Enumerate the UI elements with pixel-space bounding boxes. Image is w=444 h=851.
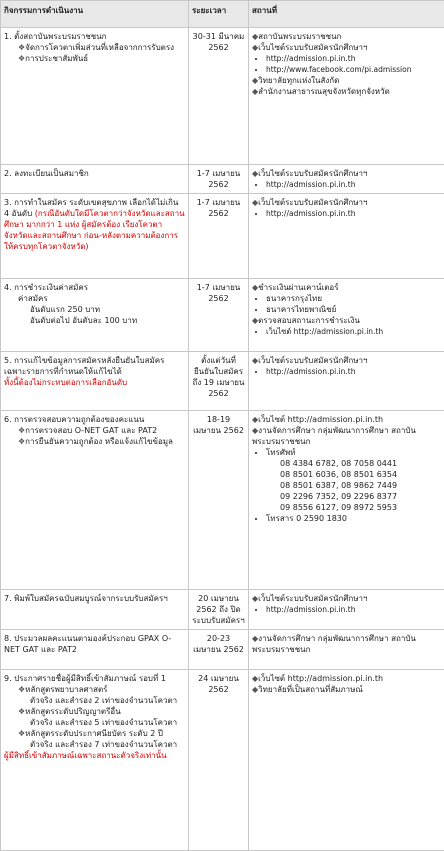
course-detail: ตัวจริง และสำรอง 7 เท่าของจำนวนโควตา — [4, 739, 185, 750]
table-row — [1, 590, 444, 630]
period-cell: 18-19 เมษายน 2562 — [189, 411, 249, 590]
link-admission[interactable]: เว็บไซต์ http://admission.pi.in.th — [258, 674, 383, 683]
activity-note: ผู้มีสิทธิ์เข้าสัมภาษณ์เฉพาะสถานะตัวจริงเท่านั้น — [4, 750, 185, 761]
period-cell: 30-31 มีนาคม 2562 — [189, 28, 249, 165]
period-cell: 1-7 เมษายน 2562 — [189, 165, 249, 194]
phone-number: 08 8501 6036, 08 8501 6354 — [266, 469, 441, 480]
place-cell — [249, 352, 444, 411]
header-period: ระยะเวลา — [189, 1, 249, 28]
place-text: วิทยาลัยทุกแห่งในสังกัด — [258, 76, 339, 85]
activity-title: 1. ตั้งสถาบันพระบรมราชชนก — [4, 31, 185, 42]
place-text: เว็บไซต์ระบบรับสมัครนักศึกษาฯ — [258, 594, 367, 603]
bullet-icon: ❖ — [18, 685, 25, 694]
table-row — [1, 279, 444, 352]
bullet-icon: ◆ — [252, 198, 258, 207]
bullet-icon: ❖ — [18, 707, 25, 716]
table-row — [1, 194, 444, 279]
bullet-icon: ◆ — [252, 32, 258, 41]
period-cell: 1-7 เมษายน 2562 — [189, 194, 249, 279]
place-text: ตรวจสอบสถานะการชำระเงิน — [258, 316, 360, 325]
table-row — [1, 28, 444, 165]
bullet-icon: ◆ — [252, 634, 258, 643]
course-name: หลักสูตรระดับประกาศนียบัตร ระดับ 2 ปี — [25, 729, 163, 738]
link-admission[interactable]: • http://admission.pi.in.th — [266, 208, 441, 219]
place-text: วิทยาลัยที่เป็นสถานที่สัมภาษณ์ — [258, 685, 363, 694]
fee-next: อันดับต่อไป อันดับละ 100 บาท — [4, 315, 185, 326]
fax-label: โทรสาร — [266, 514, 294, 523]
fee-label: ค่าสมัคร — [4, 293, 185, 304]
activity-title: 5. การแก้ไขข้อมูลการสมัครหลังยืนยันใบสมัคร เฉพาะรายการที่กำหนดให้แก้ไขได้ — [4, 355, 185, 377]
bullet-icon: ◆ — [252, 43, 258, 52]
header-place: สถานที่ — [249, 1, 444, 28]
place-text: งานจัดการศึกษา กลุ่มพัฒนาการศึกษา สถาบันพระบรมราชชนก — [252, 426, 416, 446]
bullet-icon: ◆ — [252, 674, 258, 683]
place-cell — [249, 165, 444, 194]
table-row — [1, 670, 444, 851]
bullet-icon: ◆ — [252, 76, 258, 85]
table-row — [1, 630, 444, 670]
course-detail: ตัวจริง และสำรอง 5 เท่าของจำนวนโควตา — [4, 717, 185, 728]
header-activity: กิจกรรมการดำเนินงาน — [1, 1, 189, 28]
bank-item: • ธนาคารกรุงไทย — [266, 293, 441, 304]
link-facebook[interactable]: • http://www.facebook.com/pi.admission — [266, 64, 441, 75]
bullet-icon: ❖ — [18, 43, 25, 52]
place-text: เว็บไซต์ระบบรับสมัครนักศึกษาฯ — [258, 169, 367, 178]
bullet-icon: ◆ — [252, 426, 258, 435]
phone-number: 09 8556 6127, 09 8972 5953 — [266, 502, 441, 513]
place-text: ชำระเงินผ่านเคาน์เตอร์ — [258, 283, 338, 292]
place-text: สถาบันพระบรมราชชนก — [258, 32, 341, 41]
bullet-icon: ◆ — [252, 356, 258, 365]
link-admission[interactable]: • http://admission.pi.in.th — [266, 53, 441, 64]
table-row — [1, 165, 444, 194]
place-text: เว็บไซต์ระบบรับสมัครนักศึกษาฯ — [258, 43, 367, 52]
bullet-icon: ❖ — [18, 729, 25, 738]
activity-title: 4. การชำระเงินค่าสมัคร — [4, 282, 185, 293]
place-cell — [249, 670, 444, 851]
course-detail: ตัวจริง และสำรอง 2 เท่าของจำนวนโควตา — [4, 695, 185, 706]
fax-item — [266, 513, 441, 524]
activity-cell — [1, 28, 189, 165]
activity-cell — [1, 670, 189, 851]
period-cell: 1-7 เมษายน 2562 — [189, 279, 249, 352]
place-cell — [249, 411, 444, 590]
activity-cell: 7. พิมพ์ใบสมัครฉบับสมบูรณ์จากระบบรับสมัครฯ — [1, 590, 189, 630]
bank-item: • ธนาคารไทยพาณิชย์ — [266, 304, 441, 315]
table-row — [1, 352, 444, 411]
phone-number: 08 8501 6387, 08 9862 7449 — [266, 480, 441, 491]
activity-cell — [1, 411, 189, 590]
bullet-icon: ◆ — [252, 685, 258, 694]
phone-number: 09 2296 7352, 09 2296 8377 — [266, 491, 441, 502]
place-text: เว็บไซต์ระบบรับสมัครนักศึกษาฯ — [258, 198, 367, 207]
table-row — [1, 411, 444, 590]
place-text: สำนักงานสาธารณสุขจังหวัดทุกจังหวัด — [258, 87, 390, 96]
activity-cell: 2. ลงทะเบียนเป็นสมาชิก — [1, 165, 189, 194]
activity-note: ทั้งนี้ต้องไม่กระทบต่อการเลือกอันดับ — [4, 377, 185, 388]
activity-title: 3. การทำในสมัคร ระดับเขตสุขภาพ เลือกได้ไม่เกิน 4 อันดับ — [4, 198, 178, 218]
place-text: งานจัดการศึกษา กลุ่มพัฒนาการศึกษา สถาบันพระบรมราชชนก — [252, 634, 416, 654]
place-cell — [249, 590, 444, 630]
period-cell: 20 เมษายน 2562 ถึง ปิดระบบรับสมัครฯ — [189, 590, 249, 630]
period-cell: ตั้งแต่วันที่ยืนยันใบสมัคร ถึง 19 เมษายน 2562 — [189, 352, 249, 411]
course-name: หลักสูตรระดับปริญญาตรีอื่น — [25, 707, 121, 716]
place-cell — [249, 630, 444, 670]
link-admission[interactable]: • http://admission.pi.in.th — [266, 179, 441, 190]
activity-note: (กรณีอันดับใดมีโควตากว่าจังหวัดและสถานศึกษา มากกว่า 1 แห่ง ผู้สมัครต้อง เรียงโควตาจังหวัดและสถานศึกษา ก่อน-หลังตามความต้องการให้ครบทุกโควตาจังหวัด) — [4, 209, 185, 251]
course-name: หลักสูตรพยาบาลศาสตร์ — [25, 685, 107, 694]
place-text: เว็บไซต์ระบบรับสมัครนักศึกษาฯ — [258, 356, 367, 365]
place-cell — [249, 194, 444, 279]
link-admission[interactable]: • เว็บไซต์ http://admission.pi.in.th — [266, 326, 441, 337]
activity-cell: 8. ประมวลผลคะแนนตามองค์ประกอบ GPAX O-NET GAT และ PAT2 — [1, 630, 189, 670]
activity-sub: การประชาสัมพันธ์ — [25, 54, 88, 63]
activity-sub: การยืนยันความถูกต้อง หรือแจ้งแก้ไขข้อมูล — [25, 437, 173, 446]
bullet-icon: ❖ — [18, 437, 25, 446]
link-admission[interactable]: เว็บไซต์ http://admission.pi.in.th — [258, 415, 383, 424]
link-admission[interactable]: • http://admission.pi.in.th — [266, 366, 441, 377]
bullet-icon: ❖ — [18, 426, 25, 435]
period-cell: 24 เมษายน 2562 — [189, 670, 249, 851]
fax-number: 0 2590 1830 — [296, 514, 347, 523]
phone-number: 08 4384 6782, 08 7058 0441 — [266, 458, 441, 469]
bullet-icon: ◆ — [252, 415, 258, 424]
link-admission[interactable]: • http://admission.pi.in.th — [266, 604, 441, 615]
activity-cell — [1, 352, 189, 411]
activity-cell — [1, 279, 189, 352]
bullet-icon: ❖ — [18, 54, 25, 63]
activity-title: 6. การตรวจสอบความถูกต้องของคะแนน — [4, 414, 185, 425]
fee-first: อันดับแรก 250 บาท — [4, 304, 185, 315]
activity-title: 9. ประกาศรายชื่อผู้มีสิทธิ์เข้าสัมภาษณ์ รอบที่ 1 — [4, 673, 185, 684]
activity-cell — [1, 194, 189, 279]
activity-sub: การตรวจสอบ O-NET GAT และ PAT2 — [25, 426, 157, 435]
phone-label: โทรศัพท์ — [266, 448, 296, 457]
bullet-icon: ◆ — [252, 594, 258, 603]
activity-sub: จัดการโควตาเพิ่มส่วนที่เหลือจากการรับตรง — [25, 43, 174, 52]
bullet-icon: ◆ — [252, 283, 258, 292]
bullet-icon: ◆ — [252, 87, 258, 96]
bullet-icon: ◆ — [252, 316, 258, 325]
place-cell — [249, 279, 444, 352]
phone-list — [266, 447, 441, 513]
bullet-icon: ◆ — [252, 169, 258, 178]
place-cell — [249, 28, 444, 165]
period-cell: 20-23 เมษายน 2562 — [189, 630, 249, 670]
header-row — [1, 1, 444, 28]
